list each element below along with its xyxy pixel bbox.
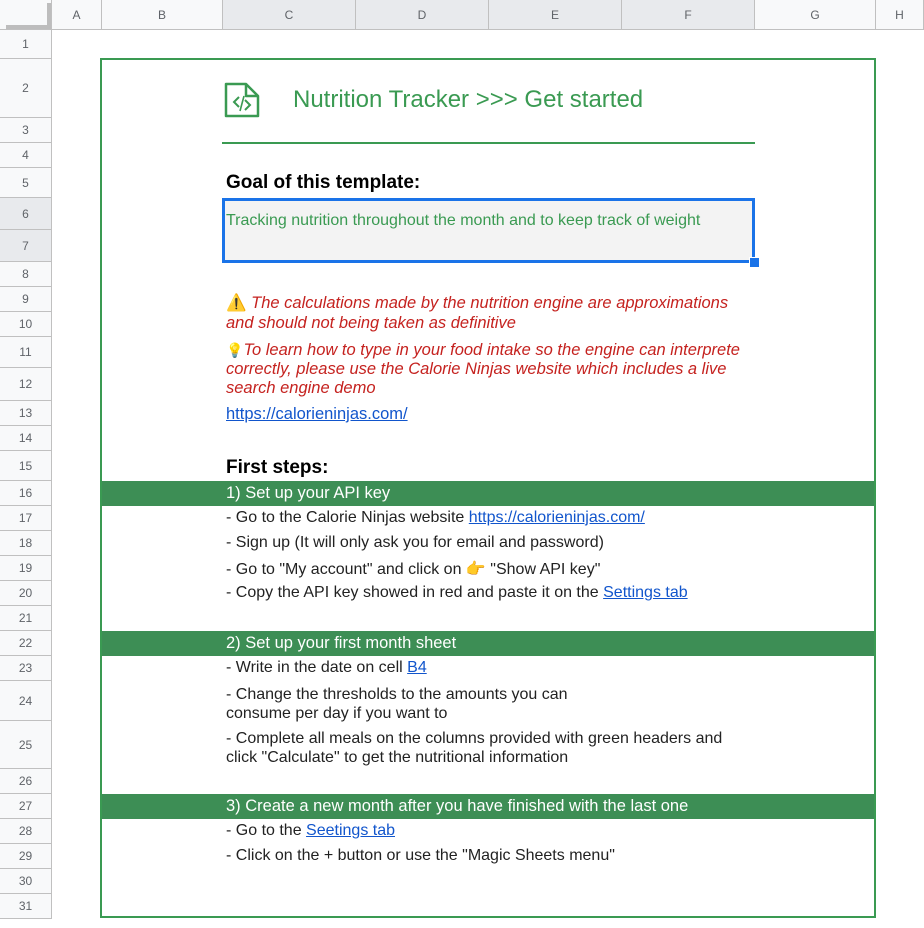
section-2-step-1 (226, 659, 427, 677)
row-header[interactable]: 14 (0, 426, 52, 451)
row-header[interactable]: 26 (0, 769, 52, 794)
section-3-header: 3) Create a new month after you have finished with the last one (102, 794, 874, 819)
title-divider (222, 142, 755, 144)
step-text: - Go to the Calorie Ninjas website (226, 509, 465, 526)
section-1-step-4 (226, 584, 688, 602)
column-header-c[interactable]: C (223, 0, 356, 30)
section-1-step-2: - Sign up (It will only ask you for email and password) (226, 534, 604, 551)
section-1-header: 1) Set up your API key (102, 481, 874, 506)
row-header[interactable]: 5 (0, 168, 52, 198)
warning-icon: ⚠️ (226, 294, 247, 312)
row-header[interactable]: 28 (0, 819, 52, 844)
row-header[interactable]: 13 (0, 401, 52, 426)
first-steps-heading: First steps: (226, 457, 329, 478)
row-header[interactable]: 1 (0, 30, 52, 59)
row-header[interactable]: 27 (0, 794, 52, 819)
column-header-d[interactable]: D (356, 0, 489, 30)
tip-text: To learn how to type in your food intake so the engine can interprete correctly, please use the Calorie Ninjas website which includes a live search engine demo (226, 341, 740, 397)
row-header[interactable]: 9 (0, 287, 52, 312)
column-header-a[interactable]: A (52, 0, 102, 30)
row-header[interactable]: 11 (0, 337, 52, 368)
column-header-b[interactable]: B (102, 0, 223, 30)
row-header[interactable]: 18 (0, 531, 52, 556)
row-header[interactable]: 21 (0, 606, 52, 631)
column-header-h[interactable]: H (876, 0, 924, 30)
goal-text[interactable]: Tracking nutrition throughout the month and to keep track of weight (226, 212, 701, 229)
step-text: - Write in the date on cell (226, 659, 403, 676)
lightbulb-icon: 💡 (226, 342, 244, 358)
settings-tab-link[interactable]: Settings tab (603, 584, 688, 601)
row-header[interactable]: 3 (0, 118, 52, 143)
row-header[interactable]: 30 (0, 869, 52, 894)
step-text: - Copy the API key showed in red and paste it on the (226, 584, 599, 601)
column-header-g[interactable]: G (755, 0, 876, 30)
code-file-icon (222, 80, 262, 120)
row-header[interactable]: 24 (0, 681, 52, 721)
goal-heading: Goal of this template: (226, 172, 421, 193)
tip-note (226, 341, 746, 398)
column-header-f[interactable]: F (622, 0, 755, 30)
row-header[interactable]: 12 (0, 368, 52, 401)
column-header-e[interactable]: E (489, 0, 622, 30)
calorieninjas-link[interactable]: https://calorieninjas.com/ (226, 405, 408, 423)
row-header[interactable]: 31 (0, 894, 52, 919)
row-header[interactable]: 23 (0, 656, 52, 681)
page-title: Nutrition Tracker >>> Get started (293, 86, 644, 113)
section-2-step-2: - Change the thresholds to the amounts you can consume per day if you want to (226, 686, 568, 722)
row-header[interactable]: 20 (0, 581, 52, 606)
row-header[interactable]: 4 (0, 143, 52, 168)
row-header[interactable]: 17 (0, 506, 52, 531)
section-3-step-2: - Click on the + button or use the "Magic Sheets menu" (226, 847, 615, 864)
warning-note (226, 293, 746, 333)
row-header[interactable]: 25 (0, 721, 52, 769)
row-header[interactable]: 16 (0, 481, 52, 506)
seetings-tab-link[interactable]: Seetings tab (306, 822, 395, 839)
row-header[interactable]: 19 (0, 556, 52, 581)
section-3-step-1 (226, 822, 395, 840)
row-header[interactable]: 10 (0, 312, 52, 337)
row-header[interactable]: 8 (0, 262, 52, 287)
row-header[interactable]: 22 (0, 631, 52, 656)
fill-handle[interactable] (749, 257, 760, 268)
row-header[interactable]: 7 (0, 230, 52, 262)
pointing-hand-icon: 👉 (465, 561, 486, 578)
select-all-corner[interactable] (0, 0, 52, 30)
row-header[interactable]: 6 (0, 198, 52, 230)
warning-text: The calculations made by the nutrition engine are approximations and should not being taken as definitive (226, 294, 729, 332)
row-header[interactable]: 15 (0, 451, 52, 481)
cell-b4-link[interactable]: B4 (407, 659, 427, 676)
step-text: - Go to the (226, 822, 302, 839)
row-header[interactable]: 29 (0, 844, 52, 869)
selected-goal-cell[interactable] (222, 198, 755, 263)
row-header[interactable]: 2 (0, 59, 52, 118)
section-1-step-1 (226, 509, 645, 527)
calorieninjas-website-link[interactable]: https://calorieninjas.com/ (468, 509, 645, 526)
section-2-header: 2) Set up your first month sheet (102, 631, 874, 656)
section-2-step-3: - Complete all meals on the columns provided with green headers and click "Calculate" to get the nutritional information (226, 730, 723, 766)
section-1-step-3 (226, 559, 600, 579)
step-text: - Go to "My account" and click on (226, 561, 462, 578)
step-text: "Show API key" (490, 561, 601, 578)
